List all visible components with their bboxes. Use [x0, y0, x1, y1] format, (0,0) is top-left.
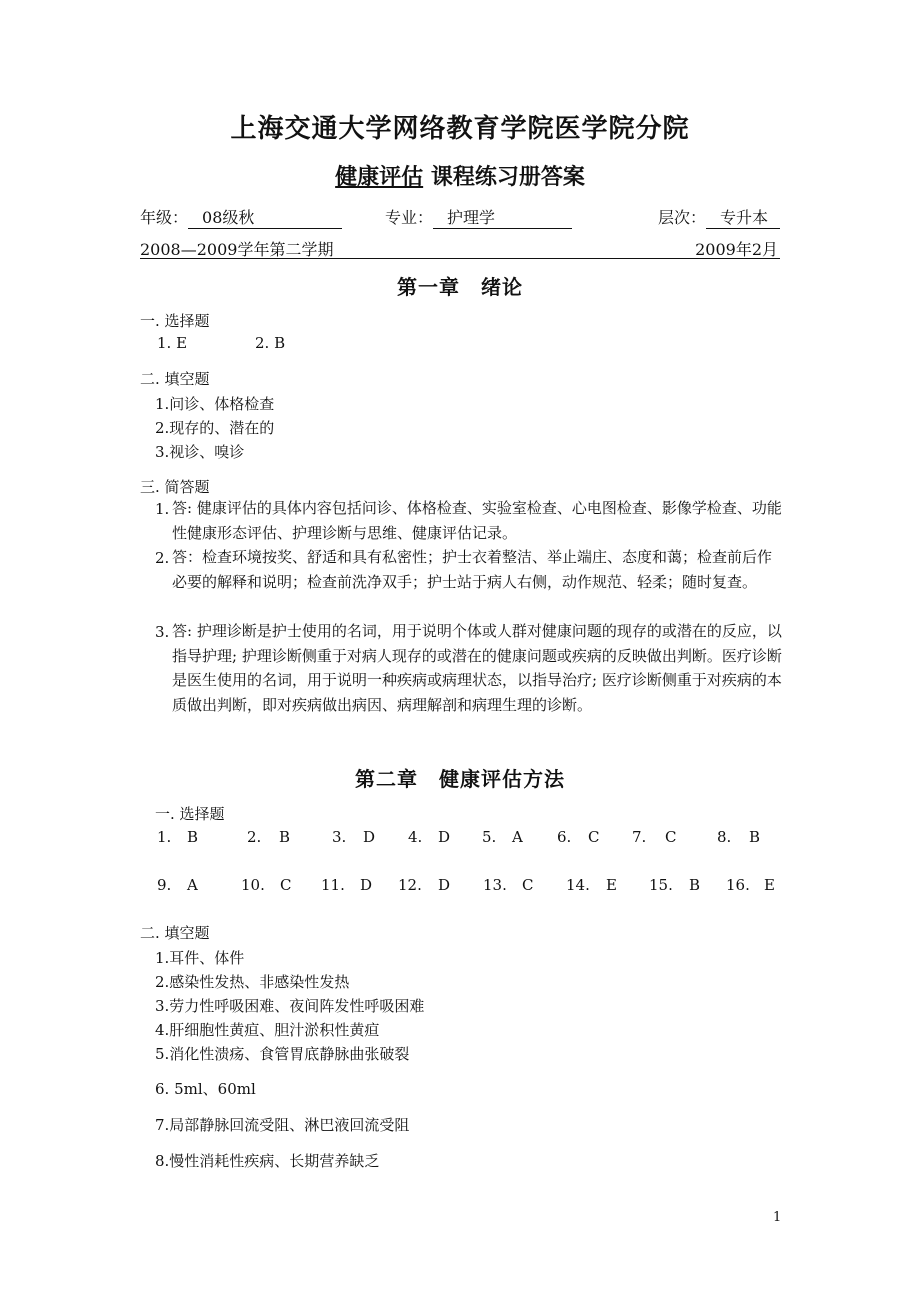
answer-letter: B	[187, 828, 199, 846]
question-number: 12.	[398, 876, 422, 894]
question-number: 4.	[408, 828, 423, 846]
chapter2-title: 第二章 健康评估方法	[355, 767, 565, 791]
question-number: 10.	[241, 876, 265, 894]
ch2-choice-heading: 一. 选择题	[155, 805, 225, 823]
document-title: 上海交通大学网络教育学院医学院分院	[230, 114, 690, 144]
ch2-fill-item: 8.慢性消耗性疾病、长期营养缺乏	[155, 1152, 380, 1170]
ch1-short-heading: 三. 简答题	[140, 478, 210, 496]
ch2-fill-item: 7.局部静脉回流受阻、淋巴液回流受阻	[155, 1116, 410, 1134]
ch2-fill-item: 3.劳力性呼吸困难、夜间阵发性呼吸困难	[155, 997, 425, 1015]
ch2-fill-item: 2.感染性发热、非感染性发热	[155, 973, 350, 991]
question-number: 14.	[566, 876, 590, 894]
ch1-short-answer: 答: 护理诊断是护士使用的名词，用于说明个体或人群对健康问题的现存的或潜在的反应，以指导护理; 护理诊断侧重于对病人现存的或潜在的健康问题或疾病的反映做出判断。医疗诊断是医生使用的名词，用于说明一种疾病或病理状态，以指导治疗; 医疗诊断侧重于对疾病的本质做出判断，即对疾病做出病因、病理解剖和病理生理的诊断。	[172, 622, 782, 714]
answer-letter: B	[279, 828, 291, 846]
ch2-fill-item: 4.肝细胞性黄疸、胆汁淤积性黄疸	[155, 1021, 380, 1039]
page-number: 1	[773, 1210, 782, 1225]
answer-letter: D	[363, 828, 376, 846]
question-number: 15.	[649, 876, 673, 894]
question-number: 5.	[482, 828, 497, 846]
term-text: 2008—2009学年第二学期	[140, 240, 334, 259]
ch2-fill-item: 6. 5ml、60ml	[155, 1080, 256, 1098]
question-number: 11.	[321, 876, 345, 894]
ch1-short-num: 3.	[155, 623, 170, 641]
question-number: 3.	[332, 828, 347, 846]
question-number: 2.	[247, 828, 262, 846]
level-value: 专升本	[706, 208, 780, 229]
level-label: 层次：	[658, 208, 707, 227]
answer-letter: E	[606, 876, 617, 894]
grade-value: 08级秋	[188, 208, 342, 229]
ch1-fill-item: 3.视诊、嗅诊	[155, 443, 245, 461]
ch1-fill-item: 2.现存的、潜在的	[155, 419, 275, 437]
ch1-short-num: 1.	[155, 500, 170, 518]
question-number: 9.	[157, 876, 172, 894]
answer-letter: C	[665, 828, 677, 846]
ch1-choice-answer: 1. E	[157, 334, 188, 352]
answer-letter: D	[438, 828, 451, 846]
term-row	[140, 237, 780, 259]
ch1-choice-heading: 一. 选择题	[140, 312, 210, 330]
answer-letter: B	[749, 828, 761, 846]
level-field	[658, 205, 780, 229]
question-number: 1.	[157, 828, 172, 846]
answer-letter: A	[512, 828, 523, 846]
ch2-fill-heading: 二. 填空题	[140, 924, 210, 942]
ch1-short-answer: 答：检查环境按奖、舒适和具有私密性；护士衣着整洁、举止端庄、态度和蔼；检查前后作必要的解释和说明；检查前洗净双手；护士站于病人右侧，动作规范、轻柔；随时复查。	[172, 548, 773, 591]
grade-field	[140, 205, 342, 229]
ch1-fill-heading: 二. 填空题	[140, 370, 210, 388]
document-subtitle	[0, 160, 920, 191]
ch2-fill-item: 5.消化性溃疡、食管胃底静脉曲张破裂	[155, 1045, 410, 1063]
subtitle-rest: 课程练习册答案	[430, 164, 585, 190]
major-field	[385, 205, 572, 229]
course-name: 健康评估	[335, 164, 424, 190]
ch1-fill-item: 1.问诊、体格检查	[155, 395, 275, 413]
answer-letter: E	[764, 876, 775, 894]
ch2-fill-item: 1.耳件、体件	[155, 949, 245, 967]
answer-letter: C	[280, 876, 292, 894]
question-number: 16.	[726, 876, 750, 894]
answer-letter: D	[360, 876, 373, 894]
grade-label: 年级：	[140, 208, 189, 227]
question-number: 8.	[717, 828, 732, 846]
major-label: 专业：	[385, 208, 434, 227]
chapter1-title: 第一章 绪论	[397, 275, 523, 299]
ch1-short-answer: 答: 健康评估的具体内容包括问诊、体格检查、实验室检查、心电图检查、影像学检查、功能性健康形态评估、护理诊断与思维、健康评估记录。	[172, 499, 782, 542]
question-number: 7.	[632, 828, 647, 846]
answer-letter: C	[522, 876, 534, 894]
date-text: 2009年2月	[695, 240, 778, 259]
major-value: 护理学	[433, 208, 572, 229]
answer-letter: A	[187, 876, 198, 894]
answer-letter: C	[588, 828, 600, 846]
ch1-choice-answer: 2. B	[255, 334, 286, 352]
ch1-short-num: 2.	[155, 549, 170, 567]
answer-letter: B	[689, 876, 701, 894]
question-number: 13.	[483, 876, 507, 894]
answer-letter: D	[438, 876, 451, 894]
question-number: 6.	[557, 828, 572, 846]
